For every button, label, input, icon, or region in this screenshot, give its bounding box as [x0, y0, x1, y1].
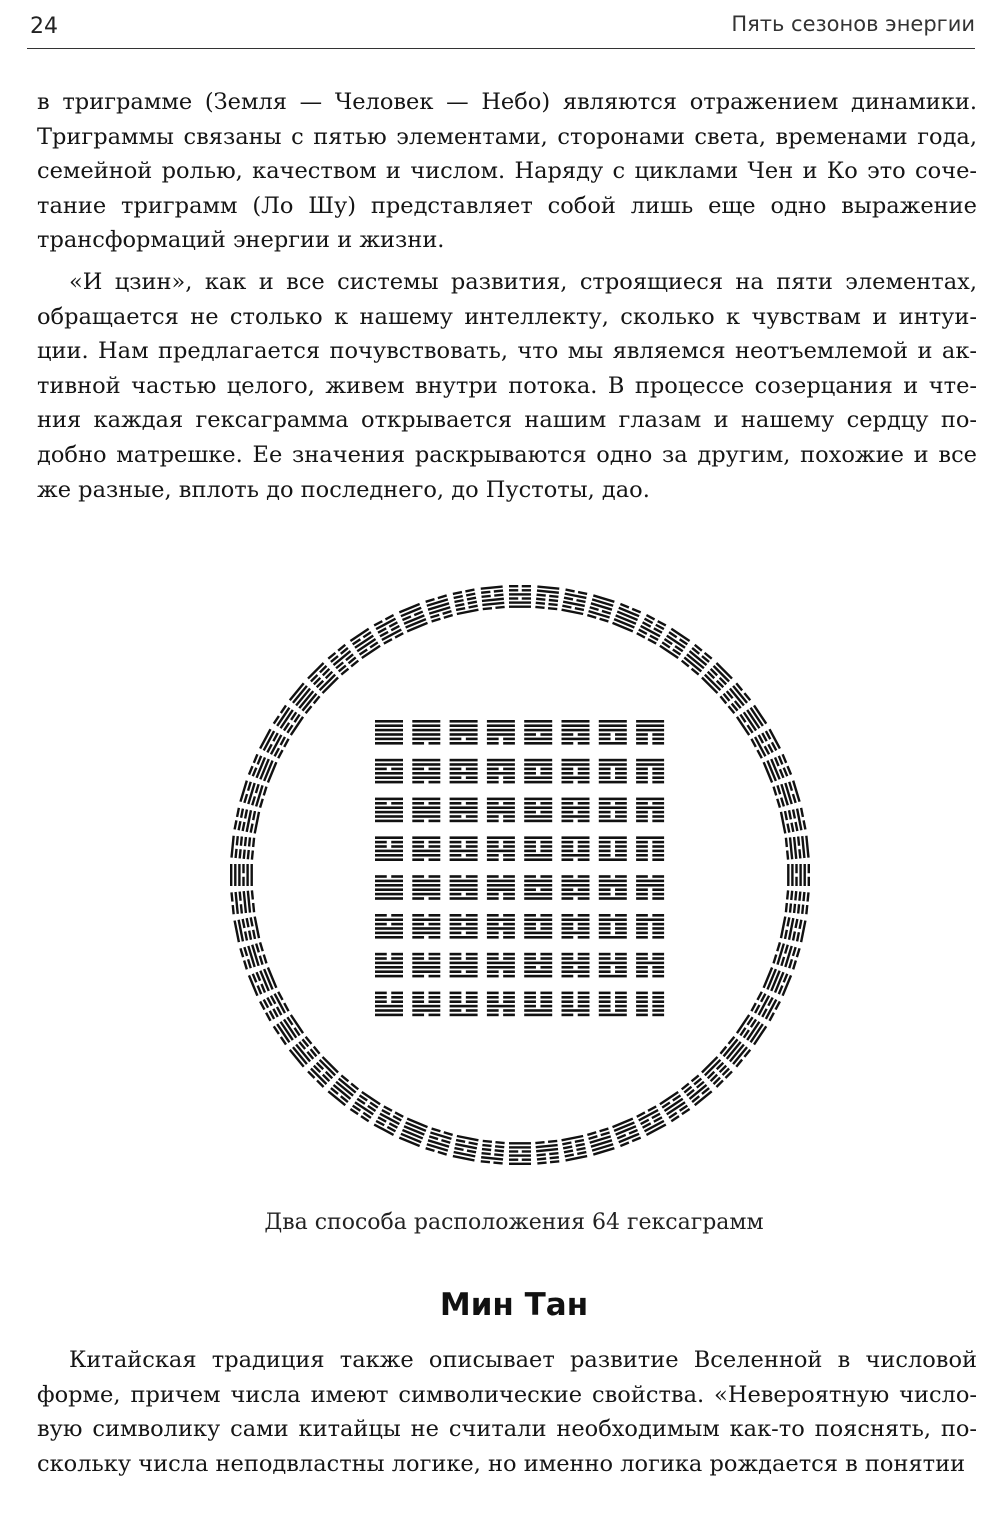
square-hexagram: [599, 953, 627, 978]
hexagram-figure: [200, 555, 840, 1195]
square-hexagram: [599, 914, 627, 939]
square-hexagram: [450, 875, 478, 900]
section-heading: Мин Тан: [439, 1287, 589, 1323]
hexagram-diagram: [200, 555, 840, 1195]
text-line: «И цзин», как и все системы развития, строящиеся на пяти элементах,: [69, 268, 977, 295]
square-hexagram: [562, 992, 590, 1017]
circle-hexagram: [535, 1140, 559, 1165]
circle-hexagram: [453, 588, 479, 615]
square-hexagram: [450, 953, 478, 978]
square-hexagram: [636, 836, 664, 861]
text-line: в триграмме (Земля — Человек — Небо) являются отражением динамики.: [37, 89, 977, 115]
square-hexagram: [599, 875, 627, 900]
square-hexagram: [487, 759, 515, 784]
circle-hexagram: [399, 1118, 428, 1148]
circle-hexagram: [659, 628, 690, 659]
square-hexagram: [562, 798, 590, 823]
circle-hexagram: [509, 585, 531, 608]
square-hexagram: [375, 914, 403, 939]
circle-hexagram: [636, 1105, 666, 1136]
running-head: [0, 0, 1000, 50]
circle-hexagram: [289, 683, 321, 715]
paragraph: [37, 1343, 977, 1481]
circle-hexagram: [233, 808, 260, 834]
square-hexagram: [524, 953, 552, 978]
square-hexagram: [562, 720, 590, 745]
square-hexagram: [450, 836, 478, 861]
text-line: семейной ролью, качеством и числом. Наряду с циклами Чен и Ко это соче-: [37, 158, 977, 185]
square-hexagram: [636, 992, 664, 1017]
circle-hexagram: [787, 864, 810, 886]
square-hexagram: [487, 836, 515, 861]
circle-hexagram: [561, 588, 587, 615]
square-hexagram: [487, 953, 515, 978]
square-hexagram: [636, 875, 664, 900]
circle-hexagram: [736, 1014, 767, 1045]
square-hexagram: [375, 992, 403, 1017]
square-hexagram: [524, 798, 552, 823]
text-line: тивной частью целого, живем внутри потока. В процессе созерцания и чте-: [37, 372, 977, 399]
circle-hexagram: [239, 942, 267, 970]
paragraph: [37, 265, 977, 507]
circle-hexagram: [453, 1135, 479, 1162]
square-hexagram: [562, 836, 590, 861]
circle-hexagram: [719, 683, 751, 715]
square-hexagram: [487, 720, 515, 745]
square-hexagram: [599, 759, 627, 784]
square-hexagram: [375, 953, 403, 978]
circle-hexagram: [587, 1127, 615, 1155]
circle-hexagram: [763, 967, 793, 996]
text-line: форме, причем числа имеют символические свойства. «Невероятную число-: [37, 1381, 977, 1408]
square-hexagram: [524, 720, 552, 745]
square-hexagram: [375, 875, 403, 900]
square-hexagram: [487, 875, 515, 900]
square-hexagram: [412, 759, 440, 784]
circle-hexagram: [701, 1056, 733, 1088]
circle-hexagram: [750, 729, 781, 759]
text-line: трансформаций энергии и жизни.: [37, 227, 445, 254]
square-hexagram: [450, 720, 478, 745]
square-hexagram: [450, 914, 478, 939]
circle-hexagram: [509, 1142, 531, 1165]
text-line: ции. Нам предлагается почувствовать, что мы являемся неотъемлемой и ак-: [37, 338, 977, 365]
circle-hexagram: [259, 991, 290, 1021]
circle-hexagram: [350, 628, 381, 659]
square-hexagram: [412, 914, 440, 939]
circle-hexagram: [763, 754, 793, 783]
square-hexagram: [524, 992, 552, 1017]
circle-hexagram: [772, 780, 800, 808]
text-line: ния каждая гексаграмма открывается нашим глазам и нашему сердцу по-: [37, 407, 977, 434]
circle-hexagram: [750, 991, 781, 1021]
square-hexagram: [524, 759, 552, 784]
circle-hexagram: [248, 967, 278, 996]
circle-hexagram: [636, 614, 666, 645]
text-line: Триграммы связаны с пятью элементами, сторонами света, временами года,: [37, 123, 977, 150]
square-hexagram: [412, 798, 440, 823]
circle-hexagram: [230, 864, 253, 886]
circle-hexagram: [612, 603, 641, 633]
square-hexagram: [636, 720, 664, 745]
square-hexagram: [524, 914, 552, 939]
circle-hexagram: [374, 614, 404, 645]
square-hexagram: [562, 914, 590, 939]
square-hexagram: [636, 798, 664, 823]
circle-hexagram: [481, 1140, 505, 1165]
text-line: тание триграмм (Ло Шу) представляет собой лишь еще одно выражение: [37, 192, 977, 219]
circle-hexagram: [328, 1074, 360, 1106]
circle-hexagram: [230, 890, 255, 914]
square-hexagram: [450, 759, 478, 784]
circle-hexagram: [328, 644, 360, 676]
square-hexagram: [599, 836, 627, 861]
text-line: же разные, вплоть до последнего, до Пустоты, дао.: [37, 476, 650, 503]
circle-hexagram: [785, 890, 810, 914]
square-hexagram: [636, 759, 664, 784]
circle-hexagram: [780, 808, 807, 834]
circle-hexagram: [289, 1036, 321, 1068]
circle-hexagram: [587, 594, 615, 622]
text-line: Китайская традиция также описывает развитие Вселенной в числовой: [69, 1347, 977, 1373]
running-title: Пять сезонов энергии: [731, 12, 975, 36]
body-text-bottom: [37, 1343, 977, 1481]
square-hexagram: [524, 875, 552, 900]
circle-hexagram: [273, 705, 304, 736]
header-rule: [27, 48, 975, 49]
circle-hexagram: [230, 836, 255, 860]
circle-hexagram: [307, 662, 339, 694]
circle-hexagram: [535, 585, 559, 610]
text-line: добно матрешке. Ее значения раскрываются одно за другим, похожие и все: [37, 441, 977, 468]
circle-hexagram: [425, 594, 453, 622]
square-hexagram: [562, 875, 590, 900]
square-hexagram: [562, 953, 590, 978]
square-hexagram: [524, 836, 552, 861]
circle-hexagram: [659, 1091, 690, 1122]
circle-hexagram: [561, 1135, 587, 1162]
body-text-top: [37, 85, 977, 507]
circle-hexagram: [399, 603, 428, 633]
circle-hexagram: [248, 754, 278, 783]
square-hexagram: [450, 992, 478, 1017]
text-line: вую символику сами китайцы не считали необходимым как-то пояснять, по-: [37, 1416, 977, 1443]
circle-hexagram: [681, 1074, 713, 1106]
square-hexagram: [412, 953, 440, 978]
square-hexagram: [412, 720, 440, 745]
square-hexagram: [450, 798, 478, 823]
figure-caption: Два способа расположения 64 гексаграмм: [264, 1210, 764, 1235]
circle-hexagram: [785, 836, 810, 860]
circle-hexagram: [259, 729, 290, 759]
square-hexagram: [375, 798, 403, 823]
text-line: скольку числа неподвластны логике, но именно логика рождается в понятии: [37, 1450, 966, 1477]
circle-hexagram: [239, 780, 267, 808]
square-hexagram: [599, 992, 627, 1017]
circle-hexagram: [701, 662, 733, 694]
paragraph: [37, 85, 977, 258]
circle-hexagram: [233, 916, 260, 942]
square-hexagram: [562, 759, 590, 784]
circle-hexagram: [719, 1036, 751, 1068]
circle-hexagram: [481, 585, 505, 610]
page-number: 24: [30, 14, 58, 39]
circle-hexagram: [374, 1105, 404, 1136]
square-hexagram: [636, 914, 664, 939]
square-hexagram: [487, 914, 515, 939]
circle-hexagram: [681, 644, 713, 676]
square-hexagram: [599, 798, 627, 823]
square-hexagram: [375, 720, 403, 745]
circle-hexagram: [780, 916, 807, 942]
square-hexagram: [375, 836, 403, 861]
circle-hexagram: [350, 1091, 381, 1122]
circle-hexagram: [772, 942, 800, 970]
square-hexagram: [375, 759, 403, 784]
text-line: обращается не столько к нашему интеллекту, сколько к чувствам и интуи-: [37, 303, 977, 330]
square-hexagram: [636, 953, 664, 978]
square-hexagram: [487, 798, 515, 823]
circle-hexagram: [307, 1056, 339, 1088]
circle-hexagram: [612, 1118, 641, 1148]
circle-hexagram: [736, 705, 767, 736]
square-hexagram: [412, 992, 440, 1017]
square-hexagram: [487, 992, 515, 1017]
circle-hexagram: [273, 1014, 304, 1045]
square-hexagram: [412, 836, 440, 861]
square-hexagram: [412, 875, 440, 900]
square-hexagram: [599, 720, 627, 745]
circle-hexagram: [425, 1127, 453, 1155]
